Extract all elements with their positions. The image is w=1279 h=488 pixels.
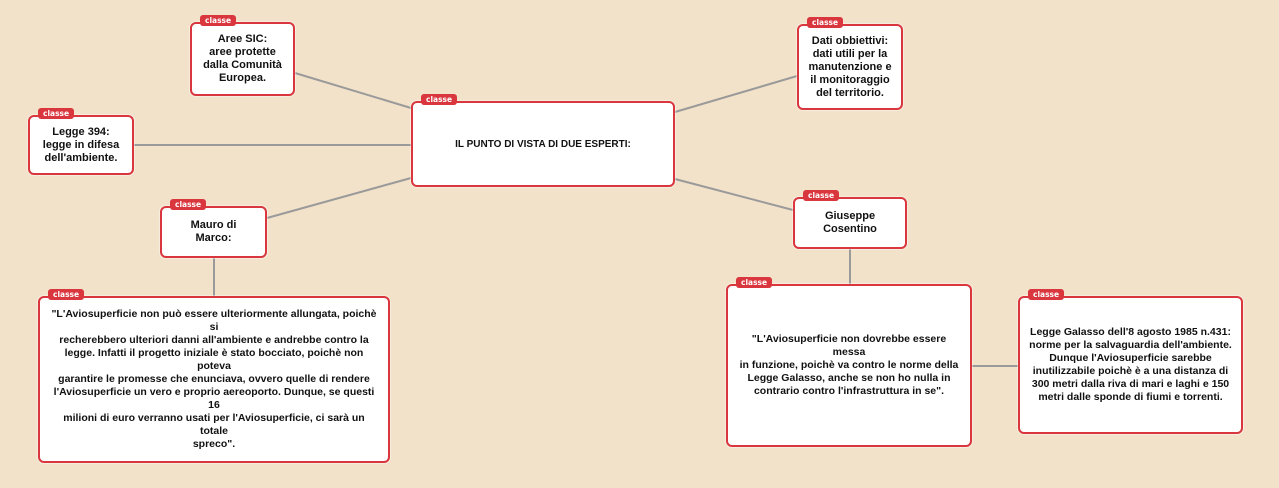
giuseppe-cosentino-node[interactable] <box>793 191 907 249</box>
edge-center-giuseppe <box>675 179 793 210</box>
node-tag: classe <box>736 277 772 288</box>
node-text: "L'Aviosuperficie non dovrebbe essere messa in funzione, poichè va contro le norme della Legge Galasso, anche se non ho nulla in contrario contro l'infrastruttura in se". <box>739 333 959 397</box>
node-tag: classe <box>1028 289 1064 300</box>
node-text: Legge Galasso dell'8 agosto 1985 n.431: norme per la salvaguardia dell'ambiente. Dunque l'Aviosuperficie sarebbe inutilizzabile poichè è a una distanza di 300 metri dalla riva di mari e laghi e 150 metri dalle sponde di fiumi e torrenti. <box>1029 326 1232 403</box>
node-tag: classe <box>38 108 74 119</box>
edge-center-sic <box>295 73 411 108</box>
quote-mauro-node[interactable] <box>38 290 390 463</box>
node-text: IL PUNTO DI VISTA DI DUE ESPERTI: <box>455 138 631 150</box>
legge-galasso-node[interactable] <box>1018 290 1243 434</box>
node-text: Aree SIC: aree protette dalla Comunità Europea. <box>203 33 282 84</box>
dati-obbiettivi-node[interactable] <box>797 18 903 110</box>
quote-giuseppe-node[interactable] <box>726 278 972 447</box>
node-text: "L'Aviosuperficie non può essere ulteriormente allungata, poichè si recherebbero ulteriori danni all'ambiente e andrebbe contro la legge. Infatti il progetto iniziale è stato bocciato, poichè non poteva garantire le promesse che enunciava, ovvero quelle di rendere l'Aviosuperficie un vero e proprio aereoporto. Dunque, se questi 16 milioni di euro verranno usati per l'Aviosuperficie, ci sarà un totale spreco". <box>51 308 377 450</box>
node-text: Mauro di Marco: <box>190 219 237 244</box>
mauro-di-marco-node[interactable] <box>160 200 267 258</box>
legge-394-node[interactable] <box>28 109 134 175</box>
node-tag: classe <box>807 17 843 28</box>
node-tag: classe <box>803 190 839 201</box>
node-text: Legge 394: legge in difesa dell'ambiente. <box>42 125 120 164</box>
node-tag: classe <box>421 94 457 105</box>
node-tag: classe <box>170 199 206 210</box>
node-text: Giuseppe Cosentino <box>823 210 877 235</box>
node-tag: classe <box>200 15 236 26</box>
edge-center-dati <box>675 76 797 112</box>
node-text: Dati obbiettivi: dati utili per la manutenzione e il monitoraggio del territorio. <box>808 34 892 99</box>
node-tag: classe <box>48 289 84 300</box>
edge-center-mauro <box>267 178 411 218</box>
center-node[interactable] <box>411 95 675 187</box>
aree-sic-node[interactable] <box>190 16 295 96</box>
